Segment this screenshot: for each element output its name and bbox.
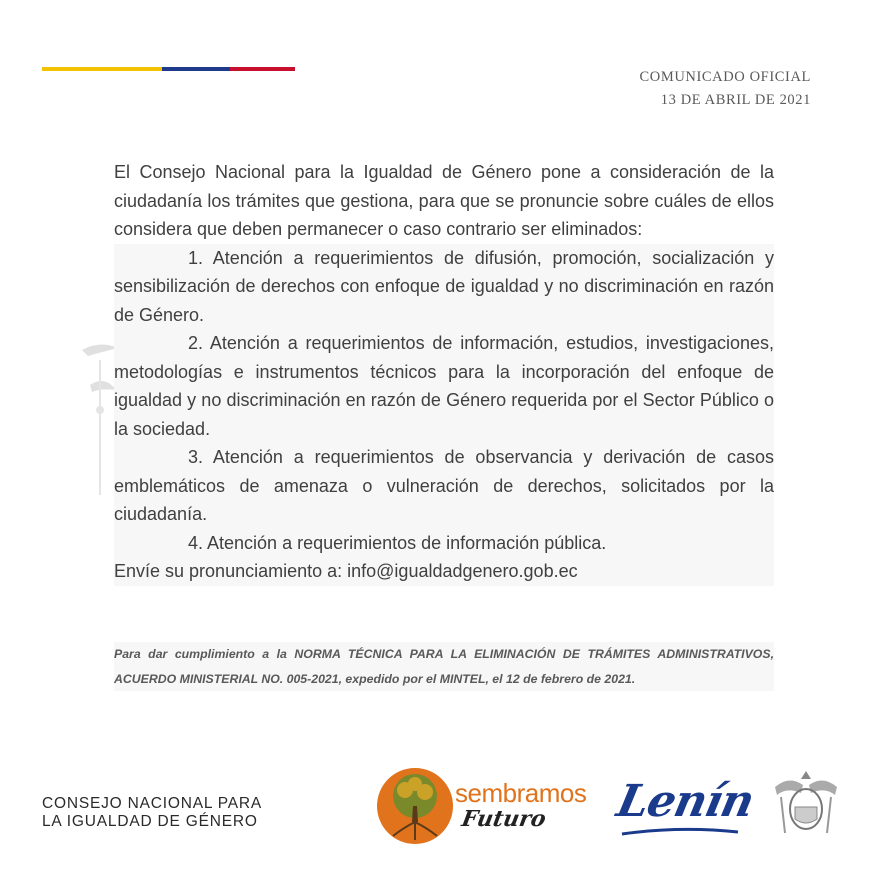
lenin-underline: [620, 826, 740, 838]
header-date: 13 DE ABRIL DE 2021: [660, 92, 811, 108]
coat-of-arms-icon: [771, 767, 841, 839]
legal-note: Para dar cumplimiento a la NORMA TÉCNICA PARA LA ELIMINACIÓN DE TRÁMITES ADMINISTRATIVOS, ACUERDO MINISTERIAL NO. 005-2021, expedido por el MINTEL, el 12 de febrero de 2021.: [114, 642, 774, 691]
flag-red-segment: [230, 67, 295, 71]
header-title: COMUNICADO OFICIAL: [639, 69, 811, 85]
intro-paragraph: El Consejo Nacional para la Igualdad de Género pone a consideración de la ciudadanía los trámites que gestiona, para que se pronuncie sobre cuáles de ellos considera que deben permanecer o caso contrario ser eliminados:: [114, 162, 774, 239]
list-item: 3. Atención a requerimientos de observancia y derivación de casos emblemáticos de amenaza o vulneración de derechos, solicitados por la ciudadanía.: [114, 447, 774, 524]
council-name-line2: LA IGUALDAD DE GÉNERO: [42, 813, 258, 830]
document-header: [639, 66, 811, 112]
council-name: [42, 795, 262, 831]
document-body: [114, 158, 774, 586]
sembramos-text: sembramos: [455, 778, 587, 808]
tree-logo-icon: [375, 766, 455, 846]
list-item: 2. Atención a requerimientos de información, estudios, investigaciones, metodologías e instrumentos técnicos para la incorporación del enfoque de igualdad y no discriminación en razón de Género requerida por el Sector Público o la sociedad.: [114, 333, 774, 439]
flag-yellow-segment: [42, 67, 162, 71]
council-name-line1: CONSEJO NACIONAL PARA: [42, 795, 263, 812]
futuro-text: Futuro: [459, 806, 548, 832]
procedures-list: [114, 244, 774, 558]
contact-line: Envíe su pronunciamiento a: info@igualdadgenero.gob.ec: [114, 557, 774, 586]
list-item: 1. Atención a requerimientos de difusión, promoción, socialización y sensibilización de derechos con enfoque de igualdad y no discriminación en razón de Género.: [114, 247, 774, 325]
flag-blue-segment: [162, 67, 230, 71]
flag-color-bar: [42, 67, 295, 71]
list-item: 4. Atención a requerimientos de información pública.: [188, 532, 607, 553]
lenin-logo-text: Lenín: [612, 776, 759, 827]
